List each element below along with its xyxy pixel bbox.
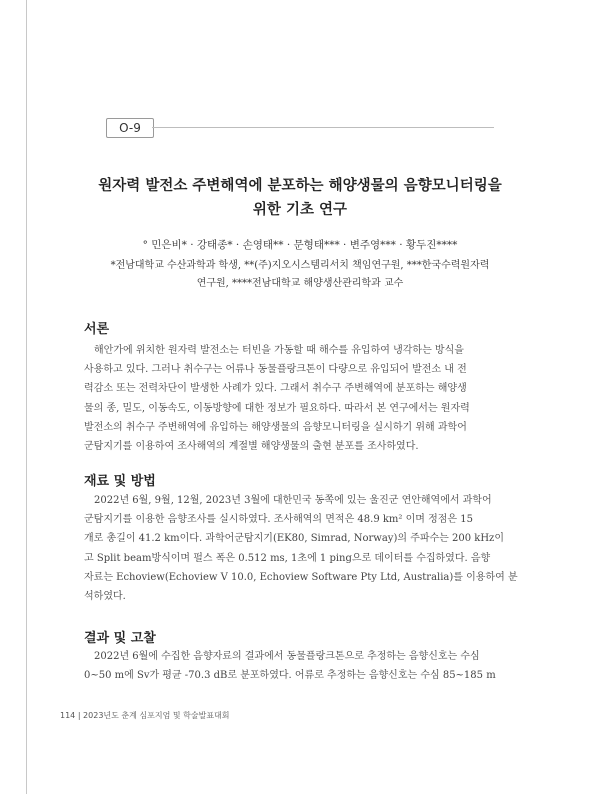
title-line-1: 원자력 발전소 주변해역에 분포하는 해양생물의 음향모니터링을: [98, 177, 502, 194]
text-line: 해안가에 위치한 원자력 발전소는 터빈을 가동할 때 해수를 유입하여 냉각하는 방식을: [94, 345, 464, 356]
affiliation-line-2: 연구원, ****전남대학교 해양생산관리학과 교수: [196, 278, 404, 289]
text-line: 군탐지기를 이용한 음향조사를 실시하였다. 조사해역의 면적은 48.9 km² 이며 정점은 15: [84, 514, 473, 526]
text-line: 사용하고 있다. 그러나 취수구는 어류나 동물플랑크톤이 다량으로 유입되어 발전소 내 전: [84, 364, 467, 376]
text-line: 석하였다.: [84, 591, 126, 603]
text-line: 0~50 m에 Sv가 평균 -70.3 dB로 분포하였다. 어류로 추정하는 음향신호는 수심 85~185 m: [84, 670, 496, 682]
text-line: 개로 총길이 41.2 km이다. 과학어군탐지기(EK80, Simrad, Norway)의 주파수는 200 kHz이: [84, 533, 504, 545]
paper-title: [80, 174, 520, 222]
text-line: 발전소의 취수구 주변해역에 유입하는 해양생물의 음향모니터링을 실시하기 위해 과학어: [84, 421, 467, 433]
text-line: 자료는 Echoview(Echoview V 10.0, Echoview Software Pty Ltd, Australia)를 이용하여 분: [84, 571, 518, 583]
header-rule: [152, 127, 494, 128]
section-heading-intro: 서론: [84, 322, 110, 337]
text-line: 2022년 6월에 수집한 음향자료의 결과에서 동물플랑크톤으로 추정하는 음향신호는 수심: [94, 651, 480, 662]
text-line: 물의 종, 밀도, 이동속도, 이동방향에 대한 정보가 필요하다. 따라서 본 연구에서는 원자력: [84, 402, 470, 414]
margin-rule: [26, 0, 27, 794]
section-heading-methods: 재료 및 방법: [84, 474, 156, 489]
text-line: 력감소 또는 전력차단이 발생한 사례가 있다. 그래서 취수구 주변해역에 분포하는 해양생: [84, 383, 467, 395]
affiliation-line-1: *전남대학교 수산과학과 학생, **(주)지오시스템리서치 책임연구원, ***한국수력원자력: [110, 260, 490, 271]
session-tag: O-9: [106, 118, 154, 138]
methods-paragraph: [84, 491, 518, 606]
text-line: 2022년 6월, 9월, 12월, 2023년 3월에 대한민국 동쪽에 있는 울진군 연안해역에서 과학어: [94, 495, 492, 506]
text-line: 군탐지기를 이용하여 조사해역의 계절별 해양생물의 출현 분포를 조사하였다.: [84, 441, 419, 453]
results-paragraph: [84, 647, 518, 685]
text-line: 고 Split beam방식이며 펄스 폭은 0.512 ms, 1초에 1 ping으로 데이터를 수집하였다. 음향: [84, 552, 491, 564]
author-list: ° 민은비* · 강태종* · 손영태** · 문형태*** · 변주영*** · 황두진****: [142, 239, 458, 251]
intro-paragraph: [84, 341, 518, 456]
affiliations: [80, 257, 520, 293]
section-heading-results: 결과 및 고찰: [84, 631, 156, 646]
page-footer: 114 | 2023년도 춘계 심포지엄 및 학술발표대회: [60, 711, 230, 720]
title-line-2: 위한 기초 연구: [252, 201, 348, 218]
